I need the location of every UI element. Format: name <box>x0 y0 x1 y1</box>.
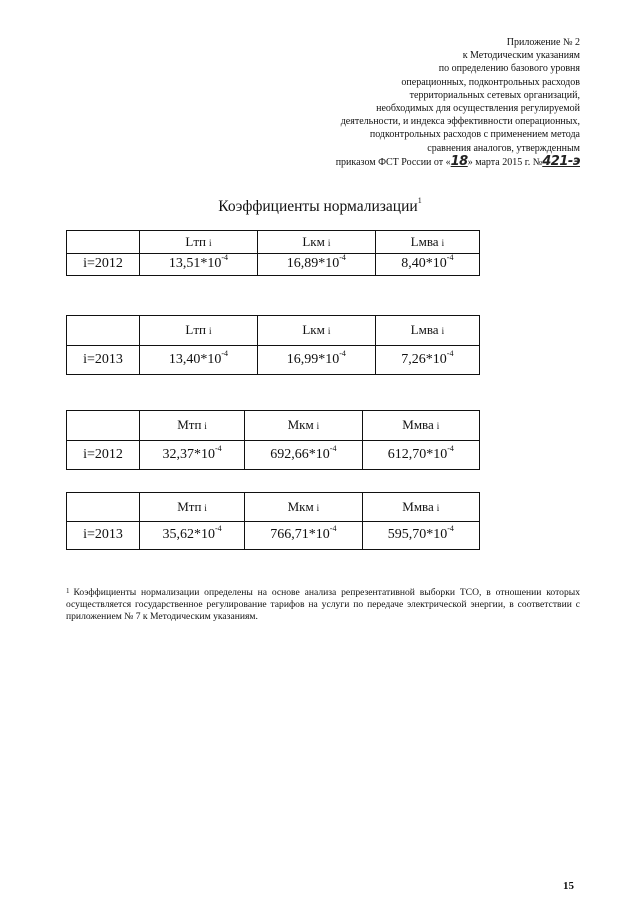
empty-corner-cell <box>67 411 140 441</box>
order-line <box>250 155 580 169</box>
table-row <box>67 253 480 276</box>
row-label: i=2012 <box>67 440 140 470</box>
table-header-row <box>67 316 480 346</box>
column-header: Мтп i <box>140 411 245 441</box>
row-label: i=2013 <box>67 345 140 375</box>
header-line: необходимых для осуществления регулируемой <box>376 103 580 115</box>
row-label: i=2013 <box>67 521 140 550</box>
value-cell: $766,71*10^{-4}$ <box>245 521 362 550</box>
value-cell: $612,70*10^{-4}$ <box>362 440 479 470</box>
footnote <box>66 587 580 623</box>
appendix-header <box>250 36 580 169</box>
row-label: i=2012 <box>67 253 140 276</box>
table-row <box>67 440 480 470</box>
coefficients-table-l-2013 <box>66 315 480 375</box>
header-line: по определению базового уровня <box>438 63 580 75</box>
column-header: Lмва i <box>375 316 479 346</box>
title-footnote-mark: 1 <box>417 196 422 205</box>
footnote-text: Коэффициенты нормализации определены на основе анализа репрезентативной выборки ТСО, в отношении которых осуществляется государственное регулирование тарифов на услуги по передаче электрической энергии, в соответствии с приложением № 7 к Методическим указаниям. <box>66 587 580 622</box>
column-header: Ммва i <box>362 411 479 441</box>
value-cell: $32,37*10^{-4}$ <box>140 440 245 470</box>
header-line: территориальных сетевых организаций, <box>409 89 580 101</box>
header-line: операционных, подконтрольных расходов <box>401 76 580 88</box>
value-cell: $595,70*10^{-4}$ <box>362 521 479 550</box>
coefficients-table-m-2013 <box>66 492 480 550</box>
column-header: Lкм i <box>257 231 375 254</box>
value-cell: $13,51*10^{-4}$ <box>140 253 258 276</box>
empty-corner-cell <box>67 493 140 522</box>
table-header-row <box>67 411 480 441</box>
table-header-row <box>67 231 480 254</box>
header-line: подконтрольных расходов с применением метода <box>369 129 580 141</box>
title-text: Коэффициенты нормализации <box>218 198 418 215</box>
value-cell: $35,62*10^{-4}$ <box>140 521 245 550</box>
order-prefix: приказом ФСТ России от « <box>335 156 451 168</box>
order-day-handwritten: 18 <box>450 153 468 169</box>
order-number-handwritten: 421-э <box>542 153 580 169</box>
order-mid: » марта 2015 г. № <box>467 156 543 168</box>
column-header: Lтп i <box>140 316 258 346</box>
value-cell: $13,40*10^{-4}$ <box>140 345 258 375</box>
empty-corner-cell <box>67 316 140 346</box>
page-number: 15 <box>563 880 574 892</box>
table-row <box>67 345 480 375</box>
column-header: Lтп i <box>140 231 258 254</box>
column-header: Мтп i <box>140 493 245 522</box>
column-header: Ммва i <box>362 493 479 522</box>
value-cell: $16,89*10^{-4}$ <box>257 253 375 276</box>
header-line: Приложение № 2 <box>506 37 580 48</box>
page-title <box>0 198 640 216</box>
value-cell: $7,26*10^{-4}$ <box>375 345 479 375</box>
table-header-row <box>67 493 480 522</box>
table-row <box>67 521 480 550</box>
coefficients-table-l-2012 <box>66 230 480 276</box>
value-cell: $8,40*10^{-4}$ <box>375 253 479 276</box>
header-line: сравнения аналогов, утвержденным <box>427 142 580 154</box>
column-header: Lкм i <box>257 316 375 346</box>
footnote-mark: 1 <box>66 587 70 595</box>
header-line: к Методическим указаниям <box>462 50 580 62</box>
column-header: Мкм i <box>245 411 362 441</box>
coefficients-table-m-2012 <box>66 410 480 470</box>
header-line: деятельности, и индекса эффективности операционных, <box>340 116 580 128</box>
column-header: Мкм i <box>245 493 362 522</box>
value-cell: $692,66*10^{-4}$ <box>245 440 362 470</box>
value-cell: $16,99*10^{-4}$ <box>257 345 375 375</box>
column-header: Lмва i <box>375 231 479 254</box>
empty-corner-cell <box>67 231 140 254</box>
